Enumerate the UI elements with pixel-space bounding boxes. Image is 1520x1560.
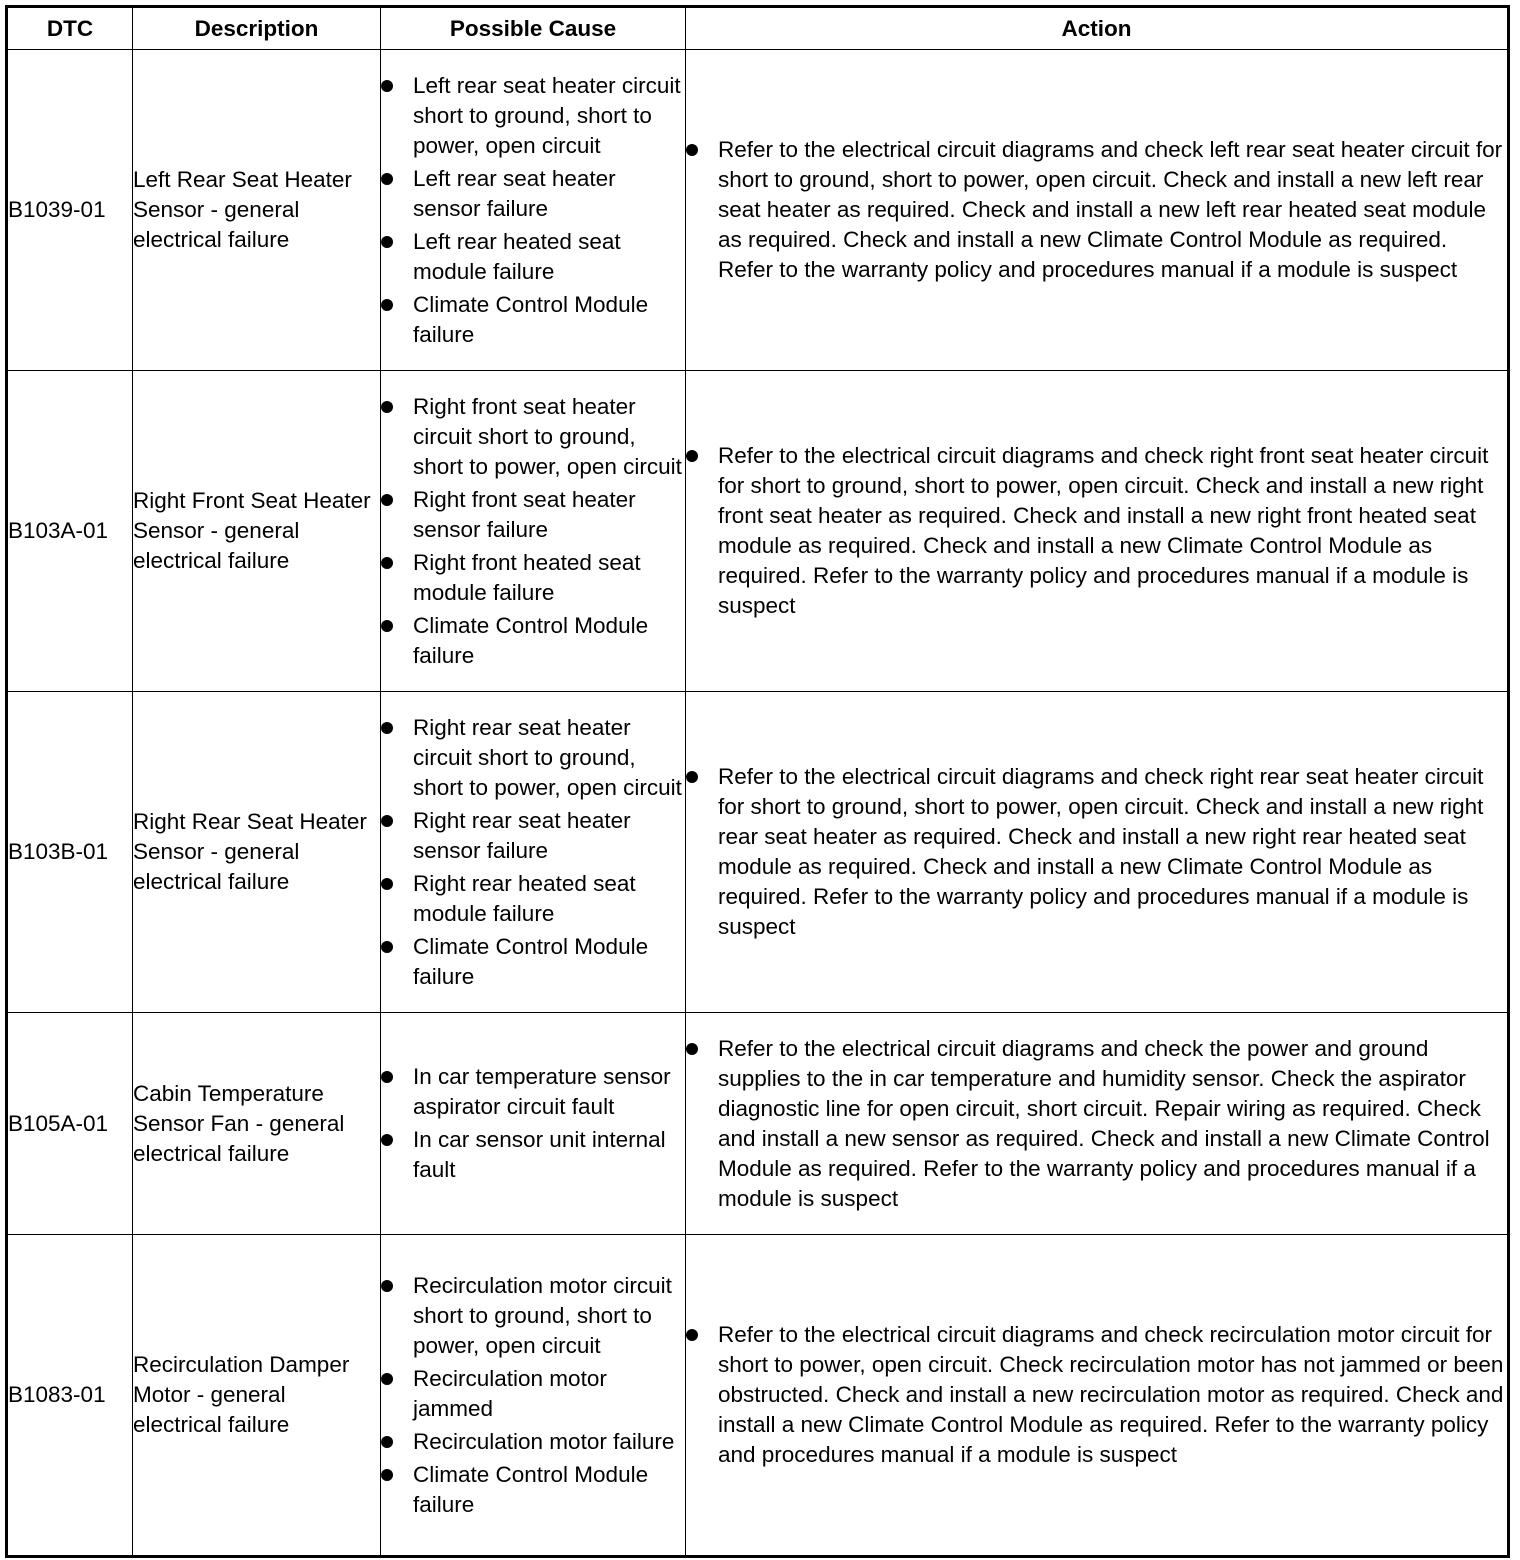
header-possible-cause: Possible Cause [381, 7, 686, 50]
table-row [7, 1235, 1509, 1557]
header-row [7, 7, 1509, 50]
action-item: Refer to the electrical circuit diagrams and check the power and ground supplies to the in car temperature and humidity sensor. Check the aspirator diagnostic line for open circuit, short circuit. Repair wiring as required. Check and install a new sensor as required. Check and install a new Climate Control Module as required. Refer to the warranty policy and procedures manual if a module is suspect [686, 1034, 1507, 1214]
dtc-code: B1039-01 [7, 50, 133, 371]
possible-cause-cell [381, 1013, 686, 1235]
cause-item: Left rear seat heater sensor failure [381, 164, 685, 224]
dtc-code: B105A-01 [7, 1013, 133, 1235]
possible-cause-cell [381, 1235, 686, 1557]
possible-cause-cell [381, 371, 686, 692]
action-list [686, 1320, 1507, 1470]
cause-item: Climate Control Module failure [381, 932, 685, 992]
action-cell [686, 692, 1509, 1013]
table-row [7, 1013, 1509, 1235]
header-dtc: DTC [7, 7, 133, 50]
cause-list [381, 1271, 685, 1520]
cause-list [381, 392, 685, 671]
description-cell: Left Rear Seat Heater Sensor - general electrical failure [133, 50, 381, 371]
cause-item: Climate Control Module failure [381, 611, 685, 671]
action-list [686, 1034, 1507, 1214]
cause-item: Right front seat heater circuit short to ground, short to power, open circuit [381, 392, 685, 482]
cause-item: Left rear seat heater circuit short to ground, short to power, open circuit [381, 71, 685, 161]
table-row [7, 371, 1509, 692]
action-cell [686, 371, 1509, 692]
header-action: Action [686, 7, 1509, 50]
cause-item: Right rear heated seat module failure [381, 869, 685, 929]
action-cell [686, 1013, 1509, 1235]
possible-cause-cell [381, 692, 686, 1013]
cause-item: Recirculation motor circuit short to ground, short to power, open circuit [381, 1271, 685, 1361]
action-item: Refer to the electrical circuit diagrams and check right front seat heater circuit for short to ground, short to power, open circuit. Check and install a new right front seat heater as required. Check and install a new right front heated seat module as required. Check and install a new Climate Control Module as required. Refer to the warranty policy and procedures manual if a module is suspect [686, 441, 1507, 621]
action-item: Refer to the electrical circuit diagrams and check right rear seat heater circuit for short to ground, short to power, open circuit. Check and install a new right rear seat heater as required. Check and install a new right rear heated seat module as required. Check and install a new Climate Control Module as required. Refer to the warranty policy and procedures manual if a module is suspect [686, 762, 1507, 942]
cause-item: Left rear heated seat module failure [381, 227, 685, 287]
cause-list [381, 1062, 685, 1185]
action-list [686, 135, 1507, 285]
table-row [7, 692, 1509, 1013]
action-cell [686, 1235, 1509, 1557]
cause-item: Right rear seat heater sensor failure [381, 806, 685, 866]
cause-item: Climate Control Module failure [381, 290, 685, 350]
description-cell: Right Rear Seat Heater Sensor - general electrical failure [133, 692, 381, 1013]
action-list [686, 762, 1507, 942]
cause-item: Right front seat heater sensor failure [381, 485, 685, 545]
cause-item: Right rear seat heater circuit short to ground, short to power, open circuit [381, 713, 685, 803]
possible-cause-cell [381, 50, 686, 371]
cause-list [381, 71, 685, 350]
description-cell: Recirculation Damper Motor - general electrical failure [133, 1235, 381, 1557]
cause-item: Climate Control Module failure [381, 1460, 685, 1520]
action-list [686, 441, 1507, 621]
dtc-code: B103B-01 [7, 692, 133, 1013]
header-description: Description [133, 7, 381, 50]
cause-item: In car sensor unit internal fault [381, 1125, 685, 1185]
cause-item: Recirculation motor failure [381, 1427, 685, 1457]
cause-list [381, 713, 685, 992]
cause-item: Right front heated seat module failure [381, 548, 685, 608]
dtc-code: B1083-01 [7, 1235, 133, 1557]
action-item: Refer to the electrical circuit diagrams and check recirculation motor circuit for short to power, open circuit. Check recirculation motor has not jammed or been obstructed. Check and install a new recirculation motor as required. Check and install a new Climate Control Module as required. Refer to the warranty policy and procedures manual if a module is suspect [686, 1320, 1507, 1470]
cause-item: In car temperature sensor aspirator circuit fault [381, 1062, 685, 1122]
dtc-table [5, 5, 1510, 1558]
action-cell [686, 50, 1509, 371]
cause-item: Recirculation motor jammed [381, 1364, 685, 1424]
description-cell: Right Front Seat Heater Sensor - general electrical failure [133, 371, 381, 692]
dtc-code: B103A-01 [7, 371, 133, 692]
table-row [7, 50, 1509, 371]
action-item: Refer to the electrical circuit diagrams and check left rear seat heater circuit for short to ground, short to power, open circuit. Check and install a new left rear seat heater as required. Check and install a new left rear heated seat module as required. Check and install a new Climate Control Module as required. Refer to the warranty policy and procedures manual if a module is suspect [686, 135, 1507, 285]
description-cell: Cabin Temperature Sensor Fan - general electrical failure [133, 1013, 381, 1235]
